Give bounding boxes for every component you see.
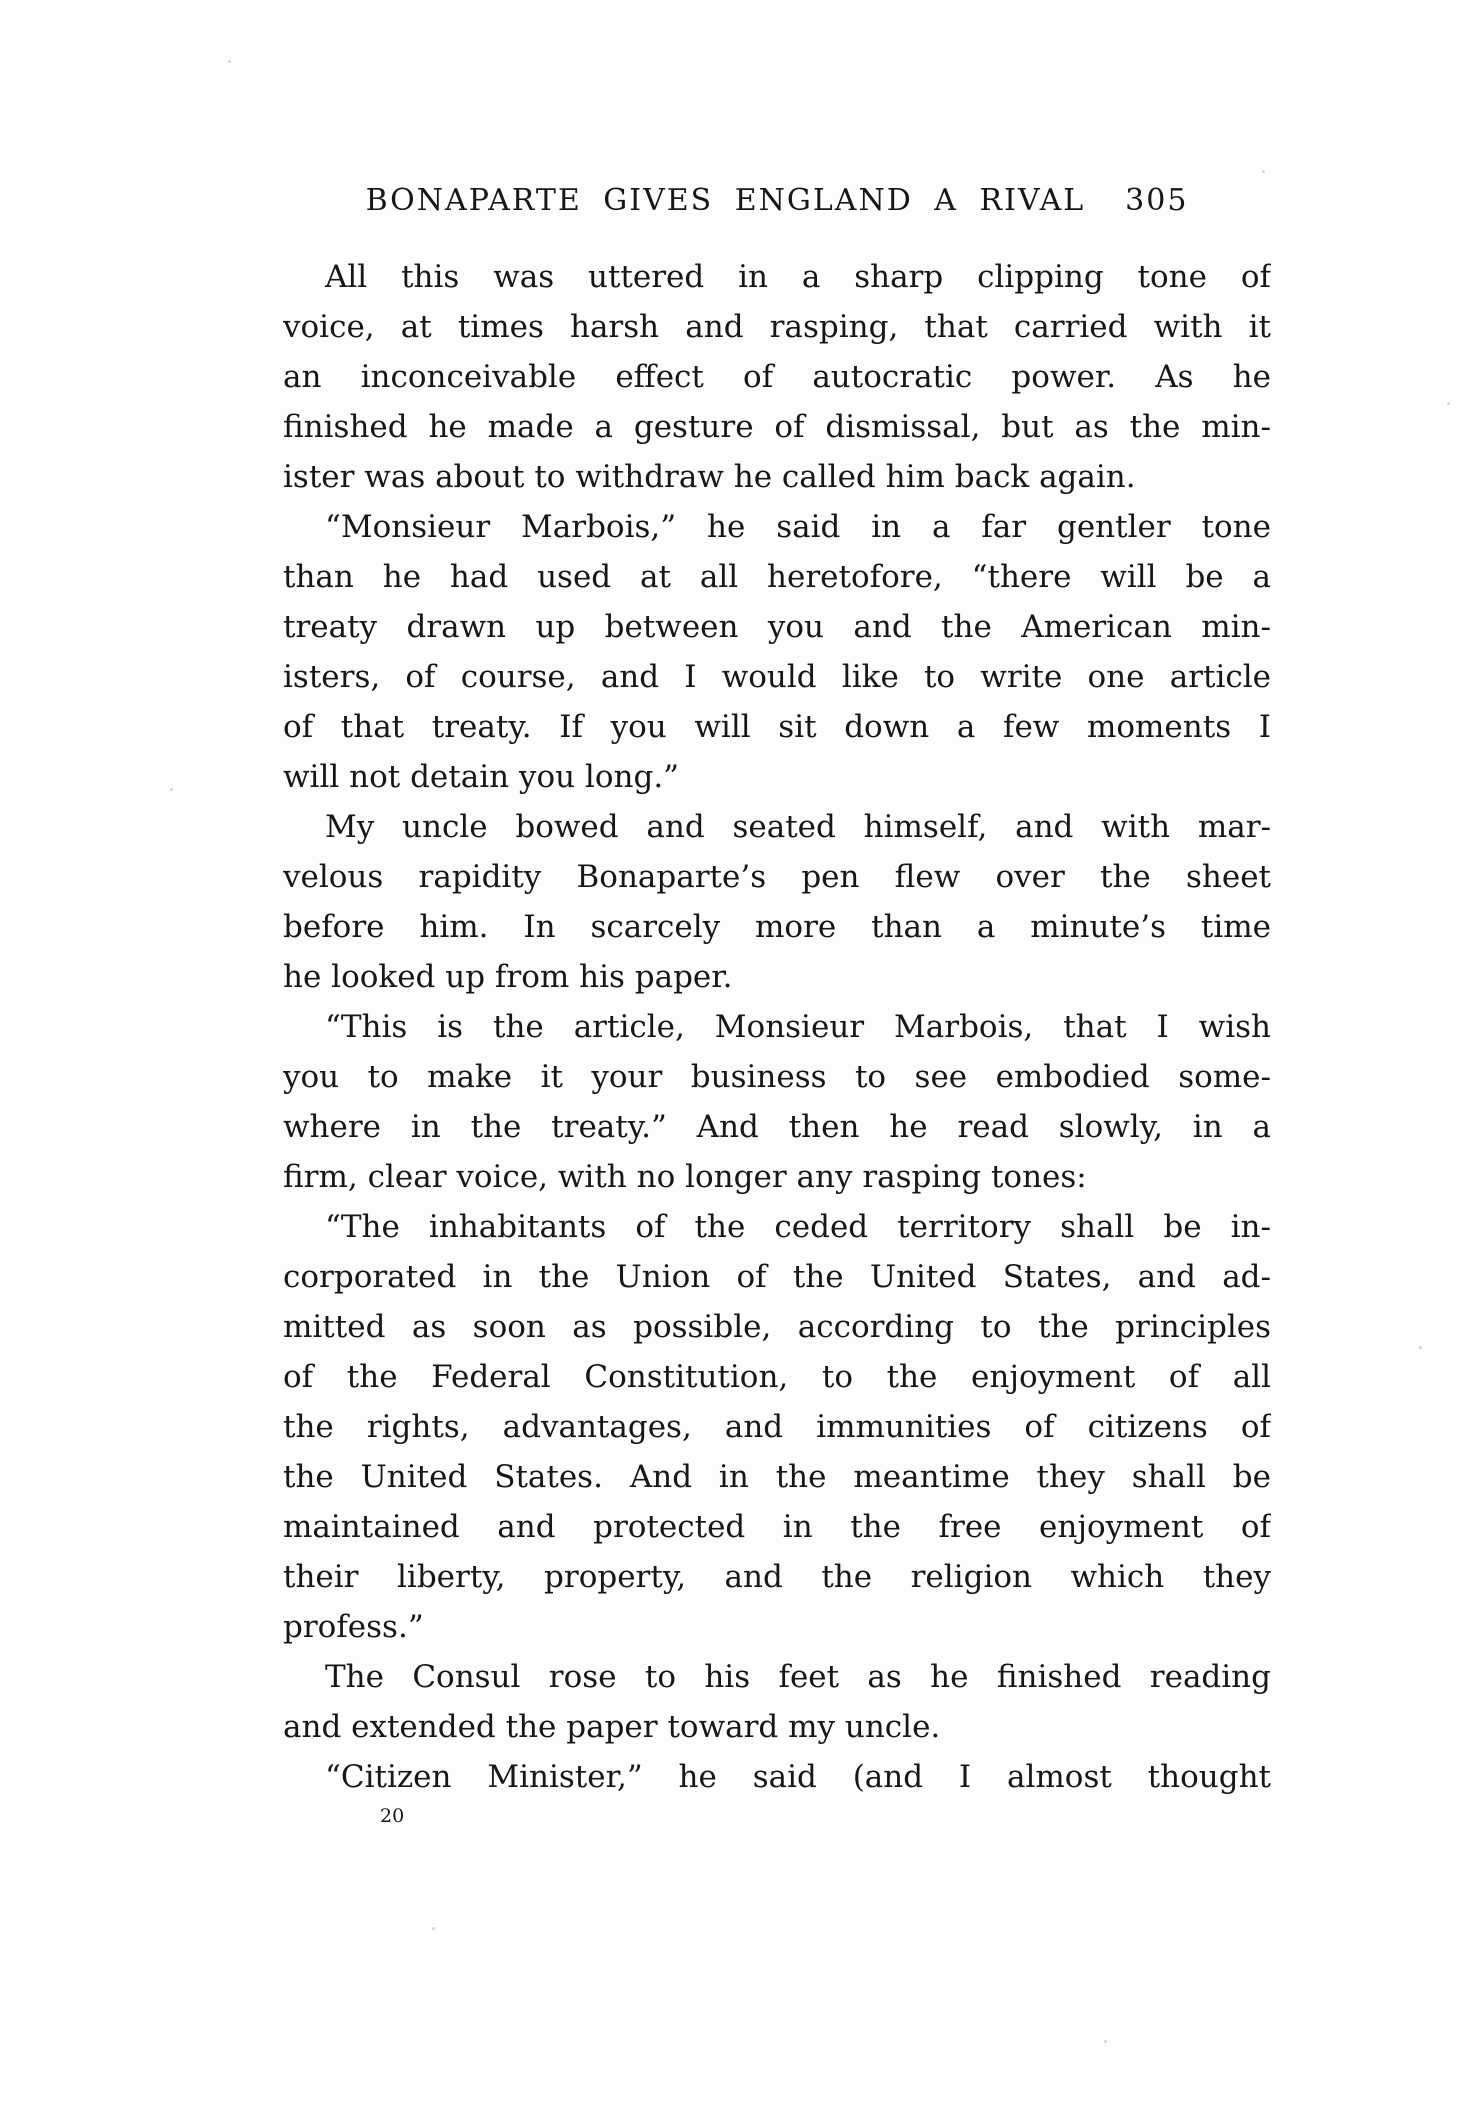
paragraph bbox=[283, 1652, 1271, 1752]
text-line: My uncle bowed and seated himself, and with mar- bbox=[325, 809, 1271, 845]
text-line: corporated in the Union of the United States, and ad- bbox=[283, 1259, 1271, 1295]
text-line: maintained and protected in the free enjoyment of bbox=[283, 1509, 1271, 1545]
text-line: where in the treaty.” And then he read slowly, in a bbox=[283, 1109, 1271, 1145]
scan-speck bbox=[432, 1927, 435, 1930]
text-line: profess.” bbox=[283, 1609, 424, 1645]
text-line: finished he made a gesture of dismissal, but as the min- bbox=[283, 409, 1271, 445]
text-line: All this was uttered in a sharp clipping tone of bbox=[325, 259, 1271, 295]
scan-speck bbox=[228, 60, 231, 63]
text-line: mitted as soon as possible, according to the principles bbox=[283, 1309, 1271, 1345]
text-body bbox=[283, 252, 1271, 1802]
text-line: velous rapidity Bonaparte’s pen flew over the sheet bbox=[283, 859, 1271, 895]
text-line: The Consul rose to his feet as he finished reading bbox=[325, 1659, 1271, 1695]
page-number: 305 bbox=[1125, 183, 1189, 218]
text-line: isters, of course, and I would like to write one article bbox=[283, 659, 1271, 695]
text-line: before him. In scarcely more than a minute’s time bbox=[283, 909, 1271, 945]
text-line: will not detain you long.” bbox=[283, 759, 680, 795]
paragraph bbox=[283, 502, 1271, 802]
text-line: he looked up from his paper. bbox=[283, 959, 733, 995]
text-line: an inconceivable effect of autocratic power. As he bbox=[283, 359, 1271, 395]
running-title: BONAPARTE GIVES ENGLAND A RIVAL bbox=[365, 183, 1086, 218]
scan-speck bbox=[1419, 1346, 1422, 1349]
text-line: the United States. And in the meantime they shall be bbox=[283, 1459, 1271, 1495]
text-line: “The inhabitants of the ceded territory shall be in- bbox=[325, 1209, 1271, 1245]
text-line: treaty drawn up between you and the American min- bbox=[283, 609, 1271, 645]
scan-speck bbox=[1447, 402, 1450, 405]
text-line: and extended the paper toward my uncle. bbox=[283, 1709, 941, 1745]
paragraph bbox=[283, 252, 1271, 502]
text-line: “This is the article, Monsieur Marbois, that I wish bbox=[325, 1009, 1271, 1045]
signature-mark: 20 bbox=[380, 1805, 405, 1827]
paragraph bbox=[283, 1752, 1271, 1802]
scan-speck bbox=[170, 788, 173, 791]
text-line: you to make it your business to see embodied some- bbox=[283, 1059, 1271, 1095]
text-line: “Monsieur Marbois,” he said in a far gentler tone bbox=[325, 509, 1271, 545]
text-line: of the Federal Constitution, to the enjoyment of all bbox=[283, 1359, 1271, 1395]
text-line: “Citizen Minister,” he said (and I almost thought bbox=[325, 1759, 1271, 1795]
text-line: firm, clear voice, with no longer any rasping tones: bbox=[283, 1159, 1087, 1195]
text-line: than he had used at all heretofore, “there will be a bbox=[283, 559, 1271, 595]
scan-speck bbox=[1262, 170, 1265, 173]
text-line: the rights, advantages, and immunities of citizens of bbox=[283, 1409, 1271, 1445]
paragraph bbox=[283, 802, 1271, 1002]
text-line: of that treaty. If you will sit down a few moments I bbox=[283, 709, 1271, 745]
paragraph bbox=[283, 1202, 1271, 1652]
text-line: ister was about to withdraw he called him back again. bbox=[283, 459, 1136, 495]
paragraph bbox=[283, 1002, 1271, 1202]
text-line: their liberty, property, and the religion which they bbox=[283, 1559, 1271, 1595]
running-header bbox=[283, 183, 1271, 218]
scan-speck bbox=[1104, 2040, 1107, 2043]
text-line: voice, at times harsh and rasping, that carried with it bbox=[283, 309, 1271, 345]
